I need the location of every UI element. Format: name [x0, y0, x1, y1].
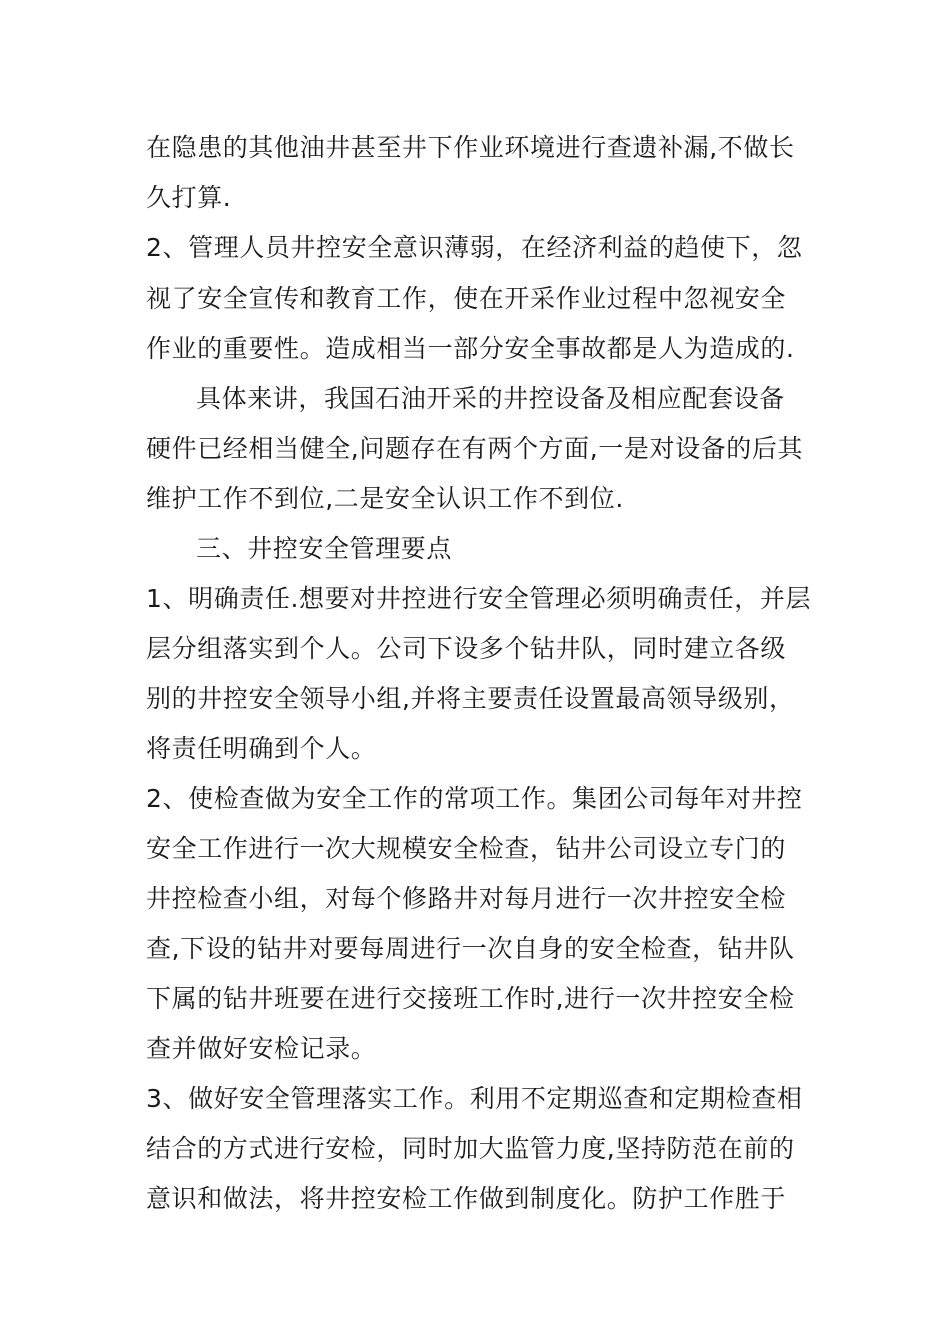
text-line: 2、使检查做为安全工作的常项工作。集团公司每年对井控: [146, 784, 803, 813]
section-heading: 三、井控安全管理要点: [196, 534, 453, 563]
text-line: 查,下设的钻井对要每周进行一次自身的安全检查，钻井队: [146, 934, 795, 963]
text-line: 1、明确责任.想要对井控进行安全管理必须明确责任，并层: [146, 584, 812, 613]
text-line: 维护工作不到位,二是安全认识工作不到位.: [146, 484, 624, 513]
text-line: 别的井控安全领导小组,并将主要责任设置最高领导级别，: [146, 684, 795, 713]
text-line: 查并做好安检记录。: [146, 1034, 377, 1063]
text-line: 将责任明确到个人。: [146, 734, 377, 763]
text-line: 下属的钻井班要在进行交接班工作时,进行一次井控安全检: [146, 984, 795, 1013]
text-line: 硬件已经相当健全,问题存在有两个方面,一是对设备的后其: [146, 434, 804, 463]
text-line: 作业的重要性。造成相当一部分安全事故都是人为造成的.: [146, 334, 795, 363]
text-line: 意识和做法，将井控安检工作做到制度化。防护工作胜于: [146, 1184, 787, 1213]
text-line: 3、做好安全管理落实工作。利用不定期巡查和定期检查相: [146, 1084, 803, 1113]
text-line: 2、管理人员井控安全意识薄弱，在经济利益的趋使下，忽: [146, 233, 803, 262]
text-line: 安全工作进行一次大规模安全检查，钻井公司设立专门的: [146, 834, 787, 863]
text-line: 久打算.: [146, 183, 232, 212]
text-line: 在隐患的其他油井甚至井下作业环境进行查遗补漏,不做长: [146, 133, 795, 162]
paragraph-start-line: 具体来讲，我国石油开采的井控设备及相应配套设备: [196, 384, 785, 413]
text-line: 层分组落实到个人。公司下设多个钻井队，同时建立各级: [146, 634, 787, 663]
text-line: 结合的方式进行安检，同时加大监管力度,坚持防范在前的: [146, 1134, 795, 1163]
text-line: 视了安全宣传和教育工作，使在开采作业过程中忽视安全: [146, 284, 787, 313]
text-line: 井控检查小组，对每个修路井对每月进行一次井控安全检: [146, 884, 787, 913]
